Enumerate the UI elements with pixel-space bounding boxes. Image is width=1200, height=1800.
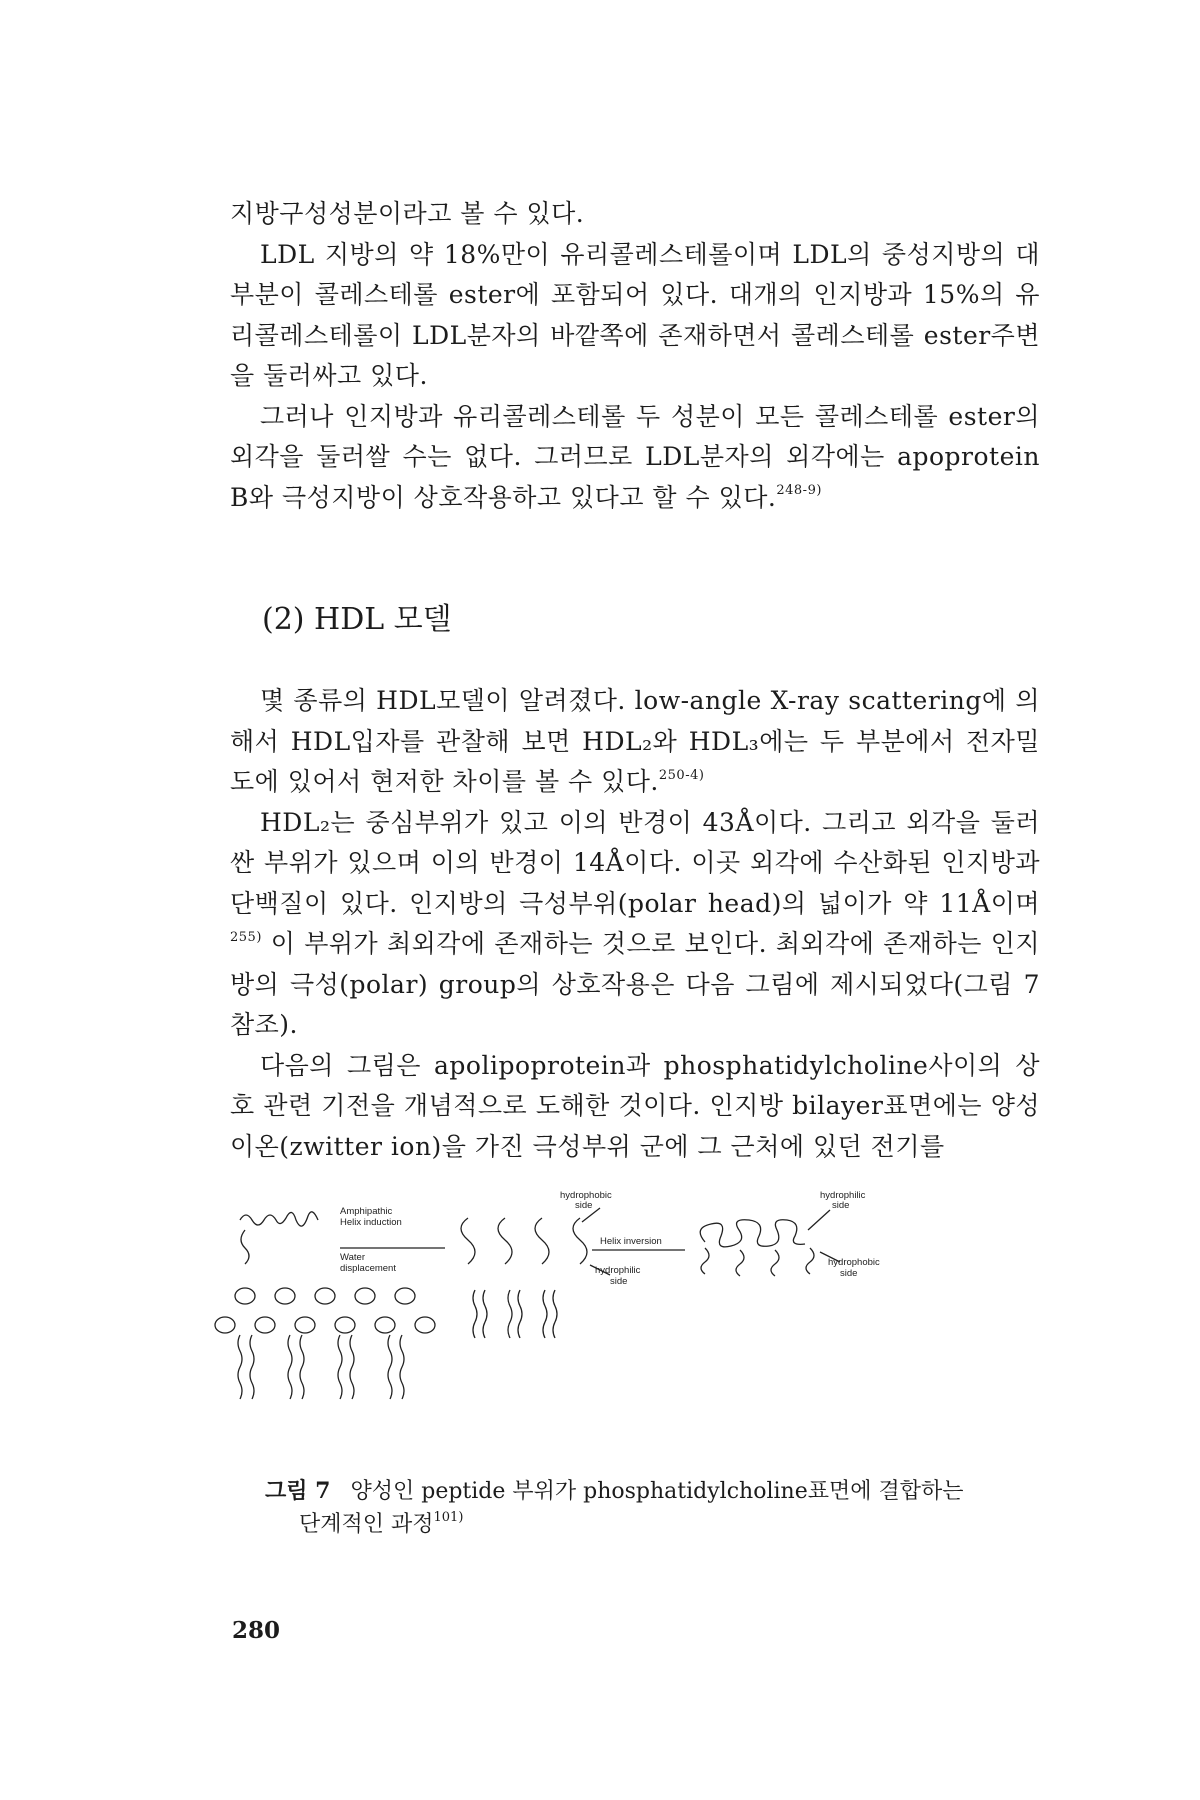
reference-250-4: 250-4) bbox=[658, 767, 705, 783]
paragraph-1: 지방구성성분이라고 볼 수 있다. bbox=[230, 199, 585, 228]
helix-middle bbox=[461, 1218, 587, 1264]
label-hydrophobic-right: hydrophobic bbox=[828, 1257, 880, 1268]
paragraph-4-text: 몇 종류의 HDL모델이 알려졌다. low-angle X-ray scattering에 의해서 HDL입자를 관찰해 보면 HDL₂와 HDL₃에는 두 부분에서 전자밀도에 있어서 현저한 차이를 볼 수 있다. bbox=[230, 686, 1040, 796]
label-hydrophilic-mid: hydrophilic bbox=[595, 1265, 641, 1276]
reference-248-9: 248-9) bbox=[776, 483, 822, 499]
reference-255: 255) bbox=[230, 929, 262, 945]
figure-caption bbox=[265, 1475, 1065, 1541]
label-displacement: displacement bbox=[340, 1263, 396, 1274]
paragraph-5-text-a: HDL₂는 중심부위가 있고 이의 반경이 43Å이다. 그리고 외각을 둘러싼 부위가 있으며 이의 반경이 14Å이다. 이곳 외각에 수산화된 인지방과 단백질이 있다. 인지방의 극성부위(polar head)의 넓이가 약 11Å이며 bbox=[230, 807, 1040, 918]
caption-line-2-wrap bbox=[265, 1508, 1065, 1541]
section-heading-hdl-model: (2) HDL 모델 bbox=[262, 602, 452, 637]
label-water: Water bbox=[340, 1252, 365, 1263]
helix-right bbox=[700, 1220, 814, 1276]
label-hydrophobic-top: hydrophobic bbox=[560, 1190, 612, 1201]
peptide-squiggle-left bbox=[240, 1212, 318, 1226]
caption-line-1: 양성인 peptide 부위가 phosphatidylcholine표면에 결합하는 bbox=[350, 1479, 964, 1504]
caption-line-2: 단계적인 과정 bbox=[299, 1512, 434, 1537]
bilayer-heads-top-left bbox=[235, 1288, 415, 1304]
peptide-binding-diagram bbox=[200, 1190, 1070, 1460]
lipid-tails-middle bbox=[473, 1290, 557, 1338]
figure-number: 그림 7 bbox=[265, 1478, 331, 1504]
paragraph-3 bbox=[230, 397, 1040, 519]
figure-7-diagram bbox=[200, 1190, 1070, 1460]
paragraph-3-text: 그러나 인지방과 유리콜레스테롤 두 성분이 모든 콜레스테롤 ester의 외각을 둘러쌀 수는 없다. 그러므로 LDL분자의 외각에는 apoprotein B와 극성지방이 상호작용하고 있다고 할 수 있다. bbox=[230, 401, 1040, 512]
paragraph-2: LDL 지방의 약 18%만이 유리콜레스테롤이며 LDL의 중성지방의 대부분이 콜레스테롤 ester에 포함되어 있다. 대개의 인지방과 15%의 유리콜레스테롤이 LDL분자의 바깥쪽에 존재하면서 콜레스테롤 ester주변을 둘러싸고 있다. bbox=[230, 239, 1040, 390]
paragraph-4 bbox=[230, 681, 1040, 803]
paragraph-6: 다음의 그림은 apolipoprotein과 phosphatidylcholine사이의 상호 관련 기전을 개념적으로 도해한 것이다. 인지방 bilayer표면에는 양성이온(zwitter ion)을 가진 극성부위 군에 그 근처에 있던 전기를 bbox=[230, 1050, 1040, 1161]
label-side-mid: side bbox=[610, 1276, 628, 1287]
paragraph-5 bbox=[230, 803, 1040, 1046]
label-helix-induction: Helix induction bbox=[340, 1217, 402, 1228]
hydrophilic-pointer-right bbox=[808, 1210, 830, 1230]
label-side-right: side bbox=[832, 1200, 850, 1211]
label-amphipathic: Amphipathic bbox=[340, 1206, 393, 1217]
page-number: 280 bbox=[232, 1617, 281, 1644]
label-side-top: side bbox=[575, 1200, 593, 1211]
paragraph-5-text-b: 이 부위가 최외각에 존재하는 것으로 보인다. 최외각에 존재하는 인지방의 극성(polar) group의 상호작용은 다음 그림에 제시되었다(그림 7 참조). bbox=[230, 929, 1040, 1039]
body-text-section-1 bbox=[230, 194, 1040, 518]
caption-reference: 101) bbox=[433, 1509, 464, 1525]
label-side-right2: side bbox=[840, 1268, 858, 1279]
lipid-tails-left bbox=[238, 1335, 404, 1399]
peptide-tail-left bbox=[241, 1230, 249, 1264]
label-hydrophilic-right: hydrophilic bbox=[820, 1190, 866, 1201]
body-text-section-2 bbox=[230, 681, 1040, 1167]
label-helix-inversion: Helix inversion bbox=[600, 1236, 662, 1247]
bilayer-heads-lower-left bbox=[215, 1317, 435, 1333]
